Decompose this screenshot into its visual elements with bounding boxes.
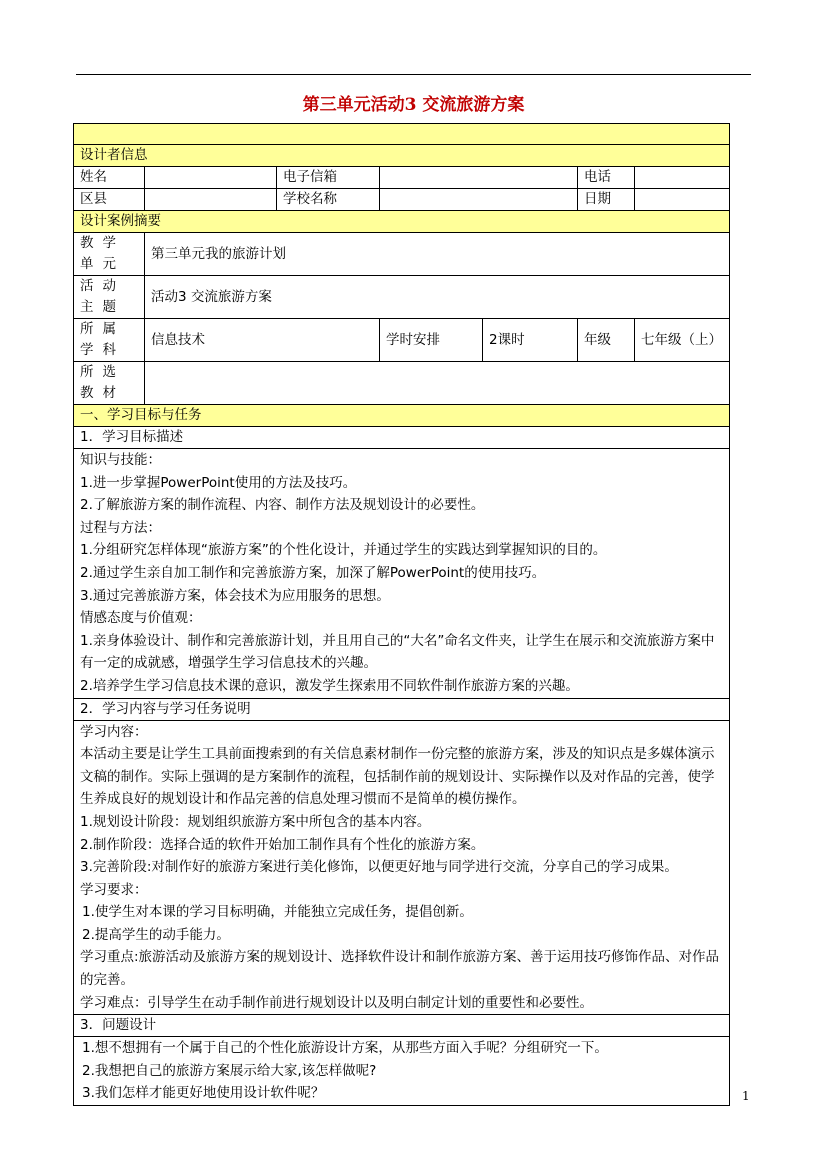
goal-description-subheading: 1．学习目标描述: [74, 427, 730, 449]
designer-info-section-row: [74, 145, 730, 167]
paragraph: 3.通过完善旅游方案，体会技术为应用服务的思想。: [80, 587, 390, 604]
paragraph: 1.想不想拥有一个属于自己的个性化旅游设计方案，从那些方面入手呢？分组研究一下。: [82, 1040, 608, 1057]
summary-heading: 设计案例摘要: [74, 211, 730, 233]
goal-description-subheading-row: [74, 427, 730, 449]
paragraph: 本活动主要是让学生工具前面搜索到的有关信息素材制作一份完整的旅游方案，涉及的知识点是多媒体演示文稿的制作。实际上强调的是方案制作的流程，包括制作前的规划设计、实际操作以及对作品的完善，使学生养成良好的规划设计和作品完善的信息处理习惯而不是简单的模仿操作。: [80, 746, 715, 808]
unit-value: 第三单元我的旅游计划: [145, 233, 730, 276]
paragraph: 1.分组研究怎样体现“旅游方案”的个性化设计，并通过学生的实践达到掌握知识的目的。: [80, 542, 607, 559]
content-task-subheading: 2．学习内容与学习任务说明: [74, 698, 730, 720]
paragraph: 2.了解旅游方案的制作流程、内容、制作方法及规划设计的必要性。: [80, 497, 485, 514]
date-label: 日期: [578, 189, 635, 211]
paragraph: 2.我想把自己的旅游方案展示给大家,该怎样做呢?: [82, 1062, 377, 1079]
question-design-content-row: [74, 1037, 730, 1106]
designer-row-1: [74, 167, 730, 189]
subject-row: [74, 319, 730, 362]
theme-value: 活动3 交流旅游方案: [145, 276, 730, 319]
table-header-blank-row: [74, 124, 730, 145]
paragraph: 3.完善阶段:对制作好的旅游方案进行美化修饰，以便更好地与同学进行交流，分享自己的学习成果。: [80, 859, 678, 876]
paragraph: 2.制作阶段：选择合适的软件开始加工制作具有个性化的旅游方案。: [80, 836, 485, 853]
goal-description-content: [74, 449, 730, 699]
paragraph: 1.进一步掌握PowerPoint使用的方法及技巧。: [80, 474, 357, 491]
district-label: 区县: [74, 189, 145, 211]
paragraph: 2.通过学生亲自加工制作和完善旅游方案，加深了解PowerPoint的使用技巧。: [80, 564, 546, 581]
paragraph: 情感态度与价值观：: [80, 610, 202, 627]
page-title: 第三单元活动3 交流旅游方案: [302, 95, 525, 115]
hours-label: 学时安排: [380, 319, 483, 362]
paragraph: 学习内容：: [80, 723, 148, 740]
lesson-design-table: [73, 123, 730, 1106]
material-value-cell: [145, 362, 730, 405]
question-design-subheading: 3．问题设计: [74, 1015, 730, 1037]
subject-value: 信息技术: [145, 319, 380, 362]
material-row: [74, 362, 730, 405]
designer-row-2: [74, 189, 730, 211]
paragraph: 学习难点：引导学生在动手制作前进行规划设计以及明白制定计划的重要性和必要性。: [80, 994, 593, 1011]
name-label: 姓名: [74, 167, 145, 189]
paragraph: 1.规划设计阶段：规划组织旅游方案中所包含的基本内容。: [80, 813, 431, 830]
name-value-cell: [145, 167, 277, 189]
phone-value-cell: [635, 167, 730, 189]
summary-section-row: [74, 211, 730, 233]
unit-label: 教学单元: [74, 233, 145, 276]
page-number: 1: [742, 1089, 750, 1103]
paragraph: 3.我们怎样才能更好地使用设计软件呢？: [82, 1085, 325, 1102]
grade-label: 年级: [578, 319, 635, 362]
paragraph: 知识与技能：: [80, 452, 161, 468]
theme-label: 活动主题: [74, 276, 145, 319]
content-task-subheading-row: [74, 698, 730, 720]
content-task-content-row: [74, 720, 730, 1015]
question-design-content: [74, 1037, 730, 1106]
paragraph: 2.提高学生的动手能力。: [82, 926, 230, 943]
paragraph: 1.使学生对本课的学习目标明确，并能独立完成任务，提倡创新。: [82, 904, 473, 921]
goal-description-content-row: [74, 449, 730, 699]
header-rule: [76, 74, 751, 75]
paragraph: 2.培养学生学习信息技术课的意识，激发学生探索用不同软件制作旅游方案的兴趣。: [80, 677, 579, 694]
email-label: 电子信箱: [277, 167, 380, 189]
theme-row: [74, 276, 730, 319]
phone-label: 电话: [578, 167, 635, 189]
paragraph: 1.亲身体验设计、制作和完善旅游计划，并且用自己的“大名”命名文件夹，让学生在展示和交流旅游方案中有一定的成就感，增强学生学习信息技术的兴趣。: [80, 632, 715, 672]
school-value-cell: [380, 189, 578, 211]
district-value-cell: [145, 189, 277, 211]
grade-value: 七年级（上）: [635, 319, 730, 362]
school-label: 学校名称: [277, 189, 380, 211]
goals-heading: 一、学习目标与任务: [74, 405, 730, 427]
content-task-content: [74, 720, 730, 1015]
paragraph: 过程与方法：: [80, 519, 161, 536]
question-design-subheading-row: [74, 1015, 730, 1037]
designer-info-heading: 设计者信息: [74, 145, 730, 167]
date-value-cell: [635, 189, 730, 211]
goals-section-row: [74, 405, 730, 427]
unit-row: [74, 233, 730, 276]
email-value-cell: [380, 167, 578, 189]
material-label: 所选教材: [74, 362, 145, 405]
paragraph: 学习重点:旅游活动及旅游方案的规划设计、选择软件设计和制作旅游方案、善于运用技巧修饰作品、对作品的完善。: [80, 949, 720, 989]
paragraph: 学习要求：: [80, 881, 148, 898]
hours-value: 2课时: [483, 319, 578, 362]
subject-label: 所属学科: [74, 319, 145, 362]
